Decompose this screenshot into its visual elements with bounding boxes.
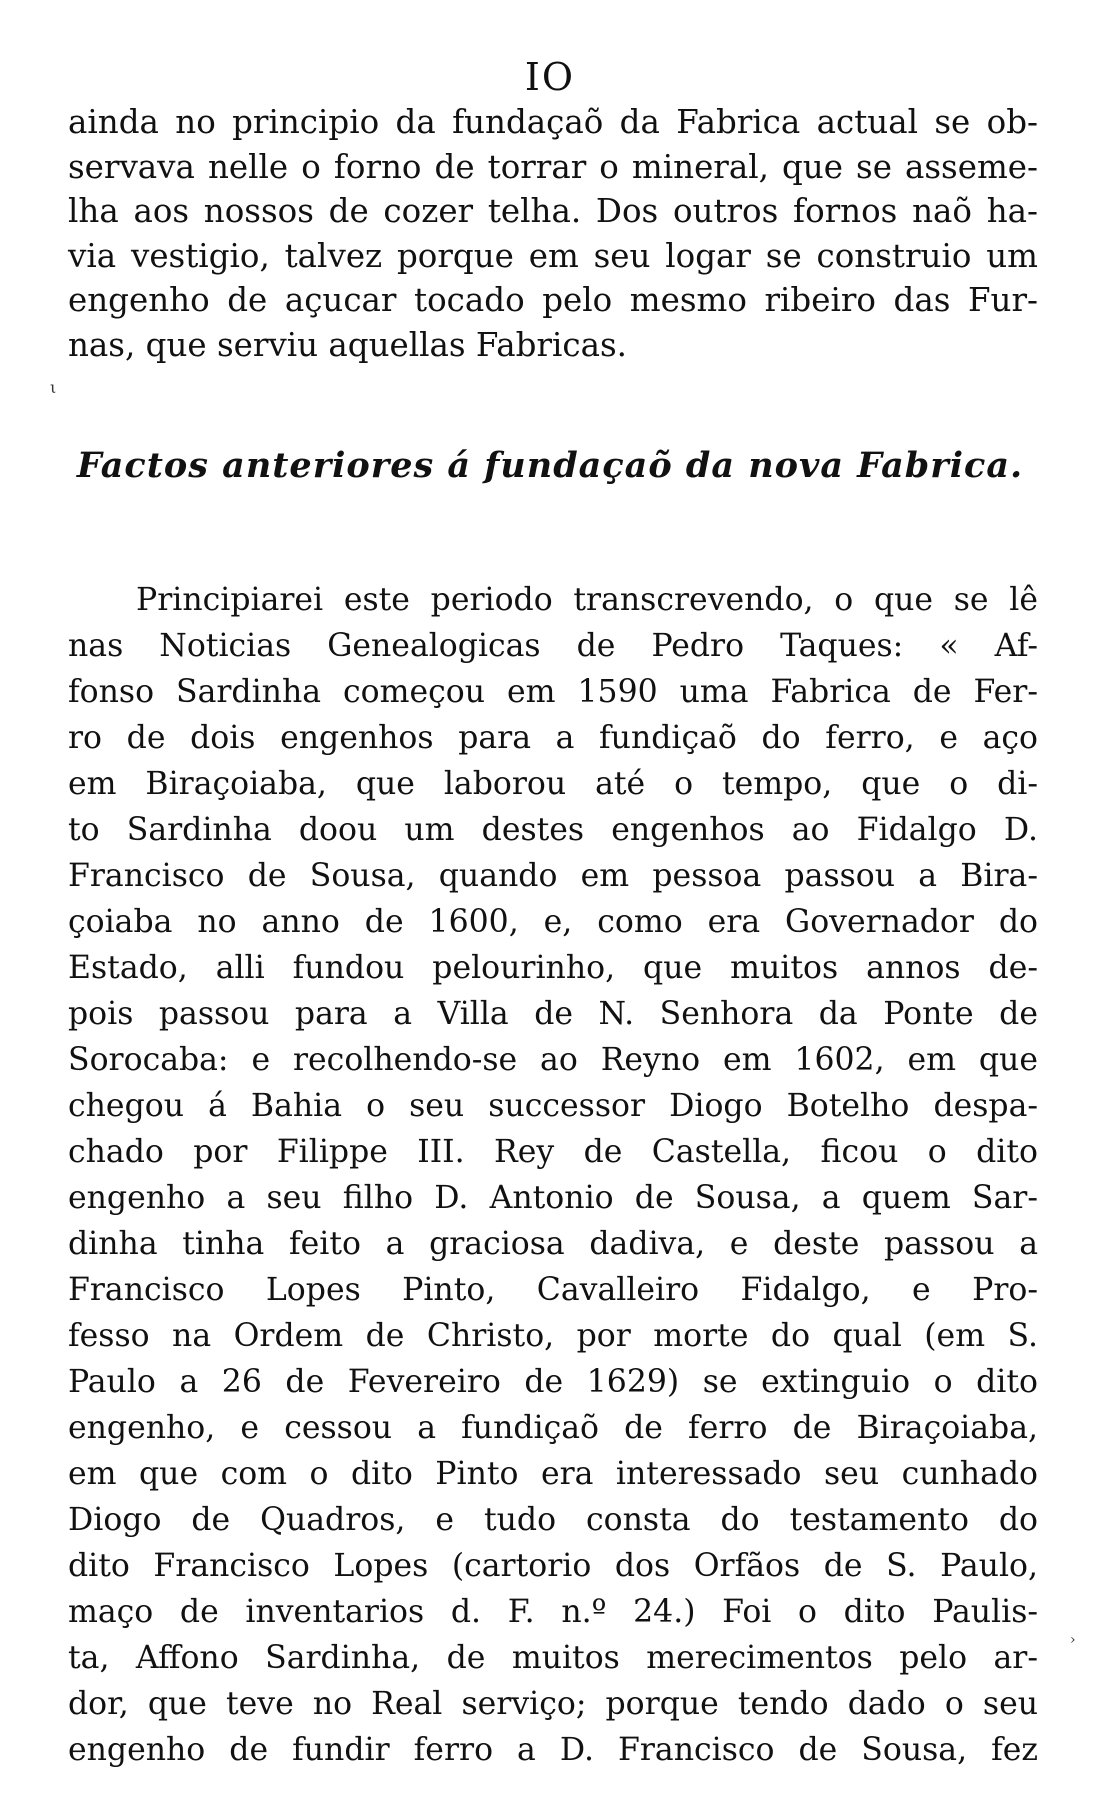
- text-line: ta, Affono Sardinha, de muitos merecimentos pelo ar-: [68, 1640, 1038, 1676]
- text-line: dinha tinha feito a graciosa dadiva, e deste passou a: [68, 1226, 1038, 1262]
- text-line: servava nelle o forno de torrar o mineral, que se asseme-: [68, 147, 1038, 186]
- paragraph-main: [68, 577, 1038, 1773]
- text-line: dor, que teve no Real serviço; porque tendo dado o seu: [68, 1686, 1038, 1722]
- paragraph-continuation: [68, 100, 1038, 367]
- text-line: dito Francisco Lopes (cartorio dos Orfãos de S. Paulo,: [68, 1548, 1038, 1584]
- section-heading: Factos anteriores á fundaçaõ da nova Fabrica.: [76, 445, 1024, 486]
- stray-mark: ι: [50, 378, 57, 397]
- text-line: chegou á Bahia o seu successor Diogo Botelho despa-: [68, 1088, 1038, 1124]
- text-line: engenho de fundir ferro a D. Francisco de Sousa, fez: [68, 1732, 1038, 1768]
- text-line: fonso Sardinha começou em 1590 uma Fabrica de Fer-: [68, 674, 1038, 710]
- text-line: to Sardinha doou um destes engenhos ao Fidalgo D.: [68, 812, 1038, 848]
- text-line: lha aos nossos de cozer telha. Dos outros fornos naõ ha-: [68, 192, 1038, 230]
- text-line: Paulo a 26 de Fevereiro de 1629) se extinguio o dito: [68, 1364, 1038, 1400]
- text-line: pois passou para a Villa de N. Senhora da Ponte de: [68, 996, 1038, 1032]
- text-line: ro de dois engenhos para a fundiçaõ do ferro, e aço: [68, 720, 1038, 756]
- text-line: engenho, e cessou a fundiçaõ de ferro de Biraçoiaba,: [68, 1410, 1038, 1446]
- text-line: engenho a seu filho D. Antonio de Sousa, a quem Sar-: [68, 1180, 1038, 1216]
- text-line: via vestigio, talvez porque em seu logar se construio um: [68, 236, 1038, 275]
- text-line: fesso na Ordem de Christo, por morte do qual (em S.: [68, 1318, 1038, 1354]
- text-line: nas, que serviu aquellas Fabricas.: [68, 325, 627, 364]
- text-line: engenho de açucar tocado pelo mesmo ribeiro das Fur-: [68, 281, 1038, 319]
- text-line: Sorocaba: e recolhendo-se ao Reyno em 1602, em que: [68, 1042, 1038, 1078]
- text-line: maço de inventarios d. F. n.º 24.) Foi o dito Paulis-: [68, 1594, 1038, 1630]
- text-line: Francisco de Sousa, quando em pessoa passou a Bira-: [68, 858, 1038, 894]
- text-line: ainda no principio da fundaçaõ da Fabrica actual se ob-: [68, 103, 1038, 141]
- text-line: Principiarei este periodo transcrevendo, o que se lê: [136, 582, 1038, 618]
- page-number: IO: [524, 55, 576, 99]
- margin-mark: ›: [1070, 1632, 1076, 1648]
- text-line: Francisco Lopes Pinto, Cavalleiro Fidalgo, e Pro-: [68, 1272, 1038, 1308]
- text-line: çoiaba no anno de 1600, e, como era Governador do: [68, 904, 1038, 940]
- text-line: nas Noticias Genealogicas de Pedro Taques: « Af-: [68, 628, 1038, 664]
- text-line: chado por Filippe III. Rey de Castella, ficou o dito: [68, 1134, 1038, 1170]
- text-line: Diogo de Quadros, e tudo consta do testamento do: [68, 1502, 1038, 1538]
- text-line: Estado, alli fundou pelourinho, que muitos annos de-: [68, 950, 1038, 986]
- text-line: em Biraçoiaba, que laborou até o tempo, que o di-: [68, 766, 1038, 802]
- text-line: em que com o dito Pinto era interessado seu cunhado: [68, 1456, 1038, 1492]
